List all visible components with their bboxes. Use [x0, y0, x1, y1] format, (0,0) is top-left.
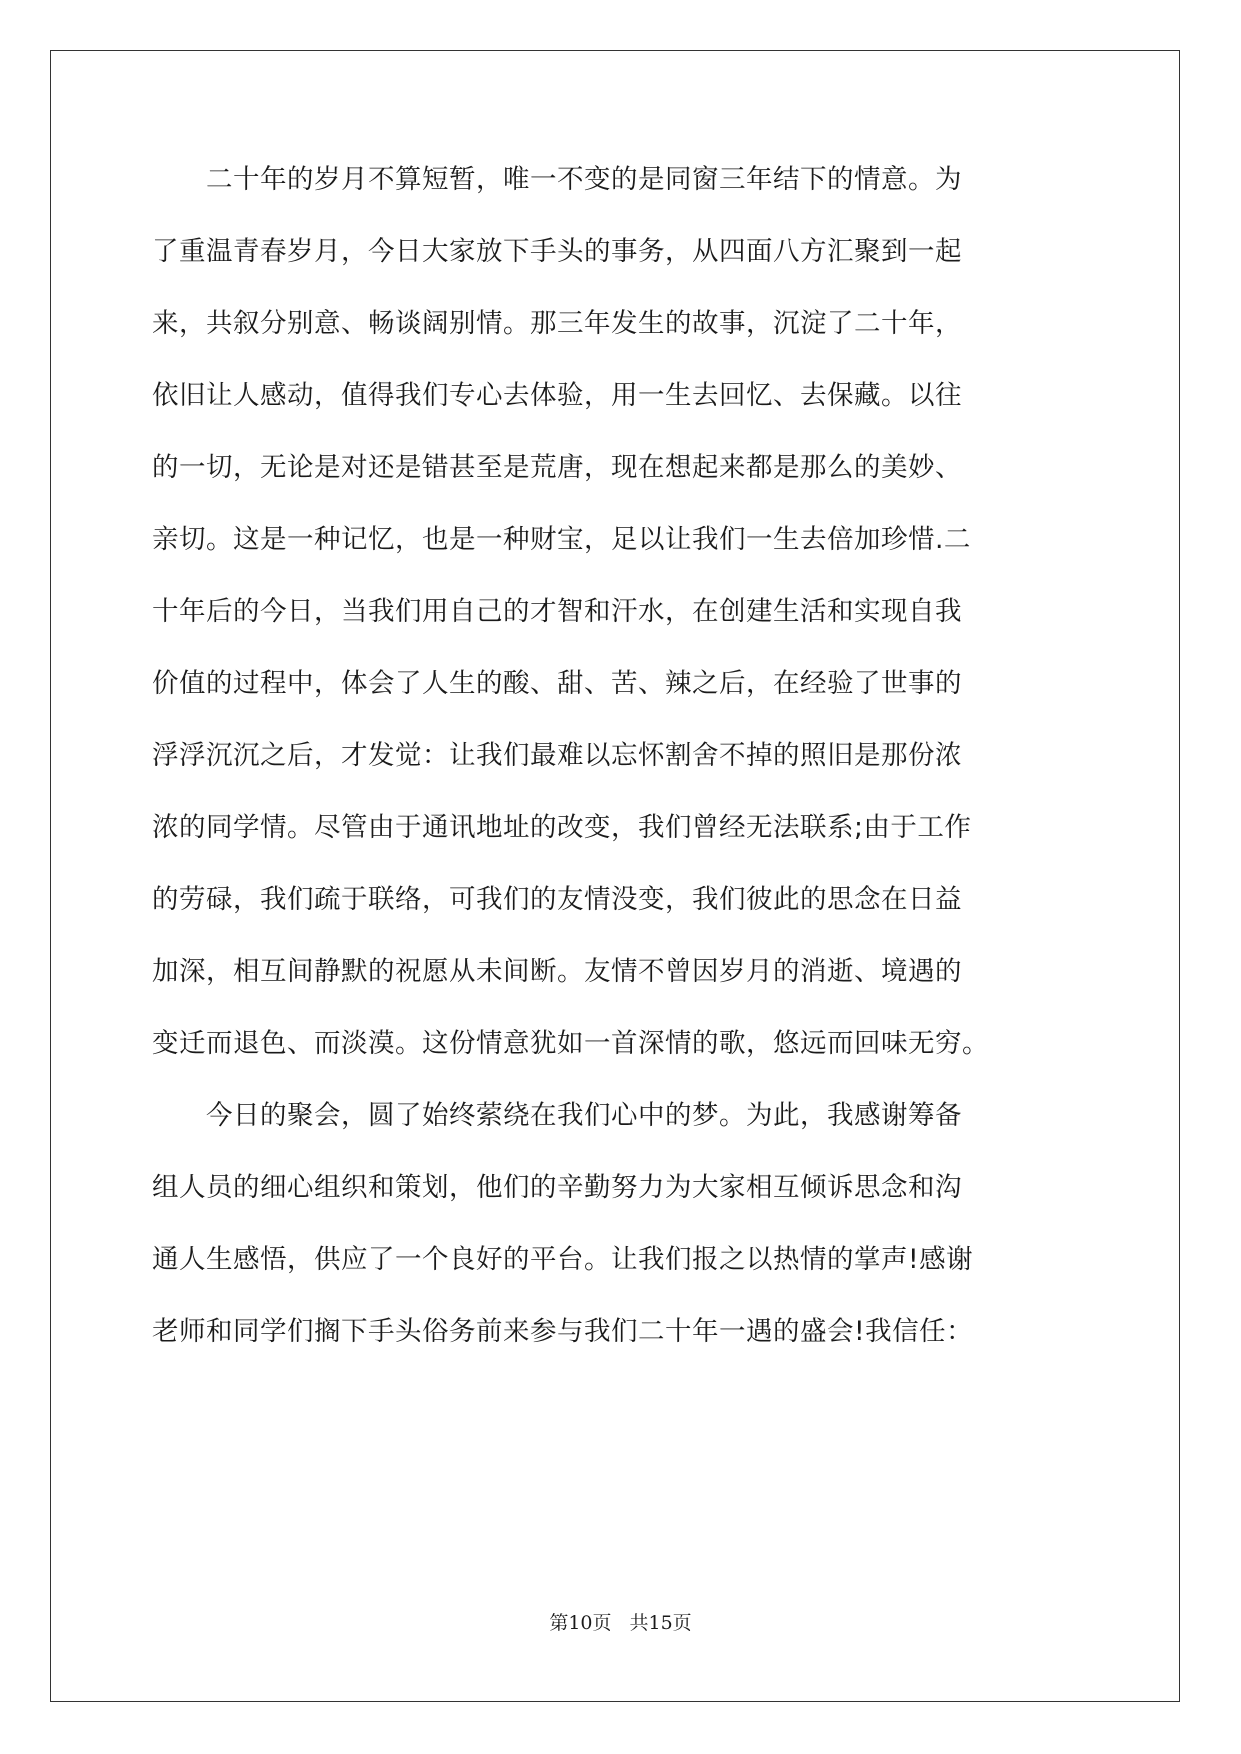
- text-line: 十年后的今日，当我们用自己的才智和汗水，在创建生活和实现自我: [152, 596, 962, 627]
- text-line: 组人员的细心组织和策划，他们的辛勤努力为大家相互倾诉思念和沟: [152, 1172, 962, 1203]
- text-line: 价值的过程中，体会了人生的酸、甜、苦、辣之后，在经验了世事的: [152, 668, 962, 699]
- text-line: 了重温青春岁月，今日大家放下手头的事务，从四面八方汇聚到一起: [152, 236, 962, 267]
- text-line: 来，共叙分别意、畅谈阔别情。那三年发生的故事，沉淀了二十年，: [152, 308, 962, 339]
- text-line: 今日的聚会，圆了始终萦绕在我们心中的梦。为此，我感谢筹备: [152, 1100, 962, 1131]
- text-line: 二十年的岁月不算短暂，唯一不变的是同窗三年结下的情意。为: [152, 164, 962, 195]
- page-total: 共15页: [629, 1612, 692, 1634]
- text-line: 浓的同学情。尽管由于通讯地址的改变，我们曾经无法联系;由于工作: [152, 812, 972, 843]
- text-line: 依旧让人感动，值得我们专心去体验，用一生去回忆、去保藏。以往: [152, 380, 962, 411]
- text-line: 变迁而退色、而淡漠。这份情意犹如一首深情的歌，悠远而回味无穷。: [152, 1028, 989, 1059]
- text-line: 老师和同学们搁下手头俗务前来参与我们二十年一遇的盛会!我信任：: [152, 1316, 974, 1347]
- text-line: 通人生感悟，供应了一个良好的平台。让我们报之以热情的掌声!感谢: [152, 1244, 974, 1275]
- page-number: 第10页: [549, 1612, 612, 1634]
- text-line: 加深，相互间静默的祝愿从未间断。友情不曾因岁月的消逝、境遇的: [152, 956, 962, 987]
- text-line: 的一切，无论是对还是错甚至是荒唐，现在想起来都是那么的美妙、: [152, 452, 962, 483]
- text-line: 亲切。这是一种记忆，也是一种财宝，足以让我们一生去倍加珍惜.二: [152, 524, 971, 555]
- text-line: 的劳碌，我们疏于联络，可我们的友情没变，我们彼此的思念在日益: [152, 884, 962, 915]
- text-line: 浮浮沉沉之后，才发觉：让我们最难以忘怀割舍不掉的照旧是那份浓: [152, 740, 962, 771]
- page-footer: [0, 1611, 1241, 1635]
- page-border: [50, 50, 1180, 1702]
